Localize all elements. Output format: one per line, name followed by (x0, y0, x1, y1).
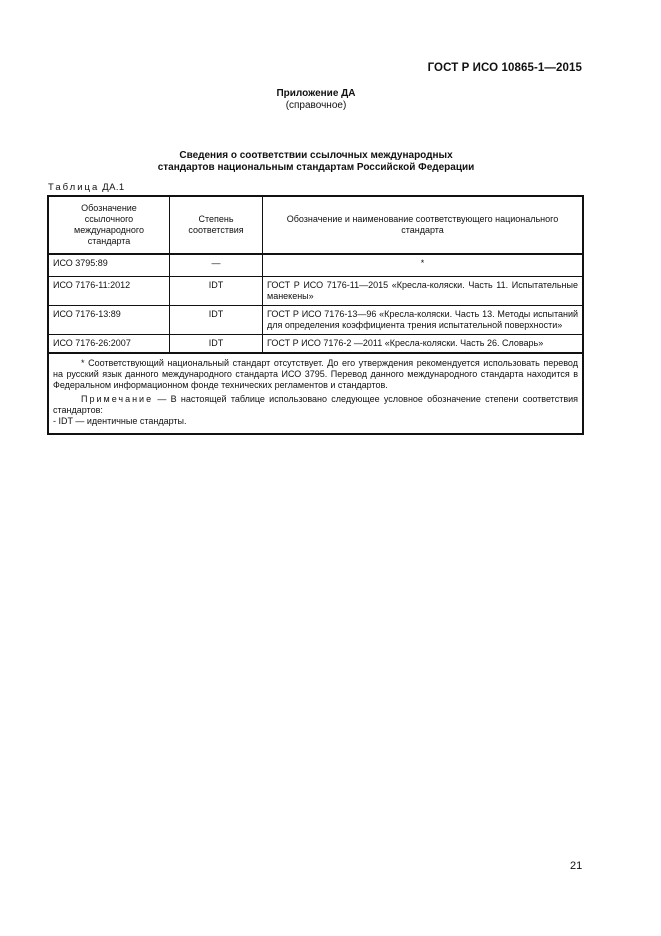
cell-reference: ИСО 7176-13:89 (48, 306, 170, 335)
correspondence-table (47, 195, 584, 435)
table-footnote: * Соответствующий национальный стандарт отсутствует. До его утверждения рекомендуется использовать перевод на русский язык данного международного стандарта ИСО 3795. Перевод данного международного стандарта находится в Федеральном информационном фонде технических регламентов и стандартов. (53, 358, 578, 390)
cell-national: ГОСТ Р ИСО 7176-11—2015 «Кресла-коляски. Часть 11. Испытательные манекены» (263, 277, 584, 306)
annex-subtitle: (справочное) (285, 100, 347, 111)
table-row (48, 335, 583, 354)
annex-heading (0, 88, 632, 112)
note-label: Примечание (81, 394, 154, 404)
cell-national: * (263, 254, 584, 277)
cell-national: ГОСТ Р ИСО 7176-13—96 «Кресла-коляски. Часть 13. Методы испытаний для определения коэффициента трения испытательной поверхности» (263, 306, 584, 335)
header-degree: Степень соответствия (170, 196, 263, 254)
section-title-line-1: Сведения о соответствии ссылочных международных (179, 150, 453, 161)
cell-degree: IDT (170, 277, 263, 306)
table-footer-row (48, 353, 583, 434)
header-national-standard: Обозначение и наименование соответствующего национального стандарта (263, 196, 584, 254)
cell-reference: ИСО 7176-11:2012 (48, 277, 170, 306)
table-header-row (48, 196, 583, 254)
table-row (48, 254, 583, 277)
cell-reference: ИСО 3795:89 (48, 254, 170, 277)
document-code-header: ГОСТ Р ИСО 10865-1—2015 (427, 62, 582, 74)
table-caption-number: ДА.1 (102, 182, 125, 193)
table-row (48, 277, 583, 306)
cell-degree: IDT (170, 306, 263, 335)
cell-degree: IDT (170, 335, 263, 354)
cell-reference: ИСО 7176-26:2007 (48, 335, 170, 354)
table-caption (48, 182, 125, 193)
table-row (48, 306, 583, 335)
section-title (0, 150, 632, 174)
annex-title: Приложение ДА (276, 88, 356, 99)
cell-national: ГОСТ Р ИСО 7176-2 —2011 «Кресла-коляски. Часть 26. Словарь» (263, 335, 584, 354)
cell-degree: — (170, 254, 263, 277)
note-text: — В настоящей таблице использовано следующее условное обозначение степени соответствия стандартов: (53, 394, 578, 415)
table-caption-word: Таблица (48, 182, 100, 193)
section-title-line-2: стандартов национальным стандартам Российской Федерации (157, 162, 475, 173)
table-notes (48, 353, 583, 434)
header-reference-standard: Обозначение ссылочного международного стандарта (48, 196, 170, 254)
table-note (53, 394, 578, 416)
page-number: 21 (570, 860, 583, 872)
legend-line: - IDT — идентичные стандарты. (53, 416, 187, 426)
